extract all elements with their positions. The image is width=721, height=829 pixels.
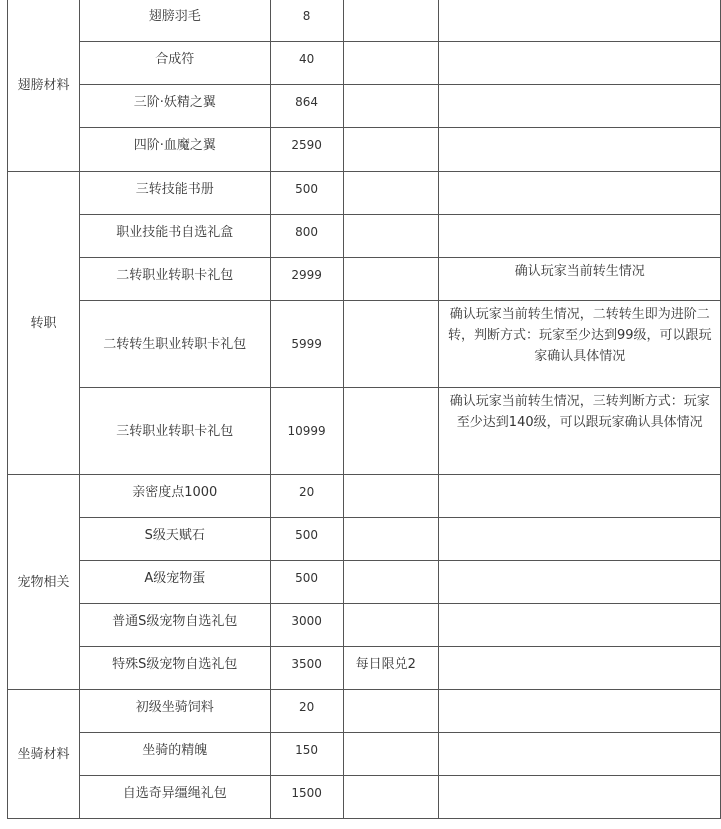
item-name: 三转职业转职卡礼包 <box>79 388 270 475</box>
item-name: 自选奇异缰绳礼包 <box>79 776 270 819</box>
item-name: 三转技能书册 <box>79 172 270 215</box>
table-row <box>8 690 721 733</box>
item-note <box>439 561 721 604</box>
item-note <box>439 776 721 819</box>
item-price: 864 <box>270 85 343 128</box>
item-note: 确认玩家当前转生情况，二转转生即为进阶二转，判断方式：玩家至少达到99级，可以跟玩家确认具体情况 <box>439 301 721 388</box>
table-row <box>8 85 721 128</box>
table-row <box>8 0 721 42</box>
item-name: 特殊S级宠物自选礼包 <box>79 647 270 690</box>
item-note <box>439 128 721 172</box>
category-cell: 宠物相关 <box>8 475 80 690</box>
item-note <box>439 733 721 776</box>
item-note <box>439 647 721 690</box>
item-note <box>439 518 721 561</box>
item-price: 10999 <box>270 388 343 475</box>
item-price: 3500 <box>270 647 343 690</box>
item-note: 确认玩家当前转生情况，三转判断方式：玩家至少达到140级，可以跟玩家确认具体情况 <box>439 388 721 475</box>
item-limit <box>343 776 439 819</box>
item-price: 500 <box>270 172 343 215</box>
item-note <box>439 475 721 518</box>
item-price: 500 <box>270 561 343 604</box>
item-price: 40 <box>270 42 343 85</box>
item-price: 2590 <box>270 128 343 172</box>
item-name: 二转职业转职卡礼包 <box>79 258 270 301</box>
exchange-table <box>7 0 721 819</box>
table-row <box>8 388 721 475</box>
item-name: A级宠物蛋 <box>79 561 270 604</box>
category-cell: 坐骑材料 <box>8 690 80 819</box>
item-note <box>439 0 721 42</box>
item-note <box>439 42 721 85</box>
item-note: 确认玩家当前转生情况 <box>439 258 721 301</box>
item-limit <box>343 518 439 561</box>
item-limit <box>343 42 439 85</box>
item-name: 初级坐骑饲料 <box>79 690 270 733</box>
table-row <box>8 128 721 172</box>
item-limit <box>343 128 439 172</box>
table-row <box>8 647 721 690</box>
table-row <box>8 733 721 776</box>
item-name: 职业技能书自选礼盒 <box>79 215 270 258</box>
item-limit <box>343 172 439 215</box>
item-note <box>439 172 721 215</box>
table-row <box>8 301 721 388</box>
table-row <box>8 518 721 561</box>
table-row <box>8 172 721 215</box>
table-row <box>8 475 721 518</box>
item-limit <box>343 561 439 604</box>
table-row <box>8 258 721 301</box>
item-price: 8 <box>270 0 343 42</box>
item-price: 2999 <box>270 258 343 301</box>
item-price: 3000 <box>270 604 343 647</box>
item-limit <box>343 0 439 42</box>
item-limit <box>343 301 439 388</box>
item-limit <box>343 388 439 475</box>
item-price: 1500 <box>270 776 343 819</box>
item-name: 亲密度点1000 <box>79 475 270 518</box>
item-name: 三阶·妖精之翼 <box>79 85 270 128</box>
item-price: 800 <box>270 215 343 258</box>
item-name: 四阶·血魔之翼 <box>79 128 270 172</box>
item-name: 合成符 <box>79 42 270 85</box>
item-limit <box>343 604 439 647</box>
item-limit: 每日限兑2 <box>343 647 439 690</box>
item-note <box>439 215 721 258</box>
item-note <box>439 85 721 128</box>
item-note <box>439 690 721 733</box>
item-name: 普通S级宠物自选礼包 <box>79 604 270 647</box>
item-limit <box>343 733 439 776</box>
item-name: 坐骑的精魄 <box>79 733 270 776</box>
table-row <box>8 776 721 819</box>
table-row <box>8 42 721 85</box>
table-row <box>8 604 721 647</box>
item-limit <box>343 690 439 733</box>
item-price: 5999 <box>270 301 343 388</box>
category-cell: 翅膀材料 <box>8 0 80 172</box>
item-price: 500 <box>270 518 343 561</box>
table-row <box>8 561 721 604</box>
item-limit <box>343 258 439 301</box>
table-row <box>8 215 721 258</box>
item-limit <box>343 215 439 258</box>
category-cell: 转职 <box>8 172 80 475</box>
item-price: 150 <box>270 733 343 776</box>
item-name: 翅膀羽毛 <box>79 0 270 42</box>
item-limit <box>343 475 439 518</box>
item-name: 二转转生职业转职卡礼包 <box>79 301 270 388</box>
item-limit <box>343 85 439 128</box>
item-price: 20 <box>270 475 343 518</box>
item-price: 20 <box>270 690 343 733</box>
item-name: S级天赋石 <box>79 518 270 561</box>
item-note <box>439 604 721 647</box>
